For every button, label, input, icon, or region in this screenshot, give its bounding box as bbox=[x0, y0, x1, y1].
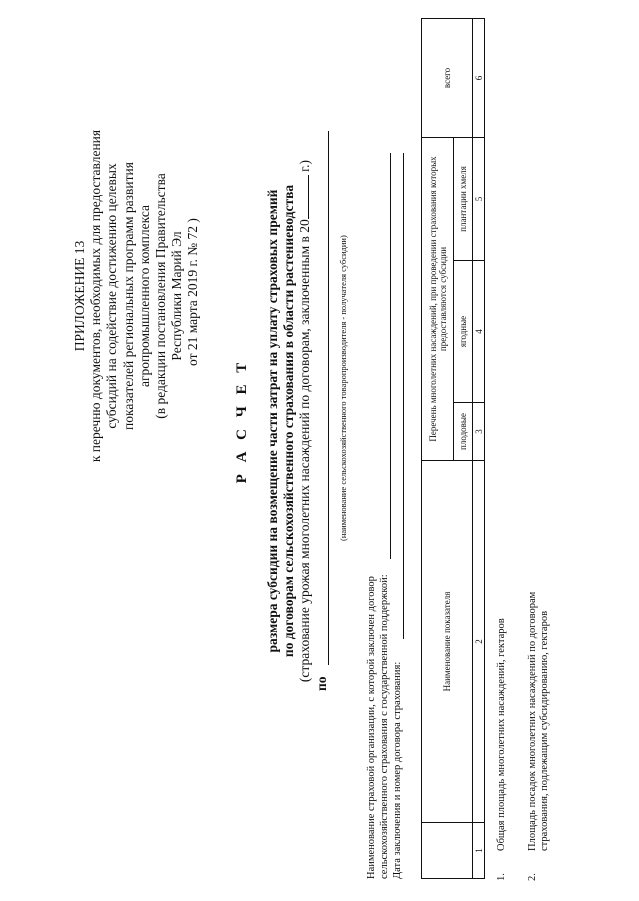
recipient-label: по bbox=[314, 676, 329, 691]
insurer-label-line1: Наименование страховой организации, с которой заключен договор bbox=[366, 576, 377, 879]
appendix-line: к перечню документов, необходимых для предоставления bbox=[88, 129, 104, 463]
insurer-label-line2: сельскохозяйственного страхования с государственной поддержкой: bbox=[379, 574, 390, 879]
header-number-cell bbox=[422, 823, 473, 879]
year-blank bbox=[296, 175, 309, 219]
row-number: 2. bbox=[526, 873, 538, 881]
appendix-line: субсидий на содействие достижению целевых bbox=[104, 163, 120, 429]
row-text: Площадь посадок многолетних насаждений по договорам bbox=[526, 591, 538, 851]
insurer-blank bbox=[390, 153, 391, 559]
document-title bbox=[234, 81, 313, 761]
appendix-number: ПРИЛОЖЕНИЕ 13 bbox=[72, 240, 87, 352]
column-number: 1 bbox=[473, 823, 485, 879]
header-indicator-name: Наименование показателя bbox=[422, 461, 473, 823]
column-number: 2 bbox=[473, 461, 485, 823]
appendix-block bbox=[72, 61, 202, 531]
appendix-line: агропромышленного комплекса bbox=[136, 205, 152, 387]
column-number: 3 bbox=[473, 403, 485, 461]
appendix-line: показателей региональных программ развития bbox=[120, 162, 136, 430]
header-total: всего bbox=[422, 18, 473, 137]
column-number: 4 bbox=[473, 261, 485, 403]
recipient-row bbox=[314, 131, 334, 691]
contract-label: Дата заключения и номер договора страхования: bbox=[392, 661, 403, 879]
title-heading: Р А С Ч Е Т bbox=[234, 358, 250, 484]
appendix-line: (в редакции постановления Правительства bbox=[153, 173, 169, 419]
row-number: 1. bbox=[496, 873, 507, 881]
subsidy-table bbox=[421, 18, 485, 879]
header-berry: ягодные bbox=[454, 261, 473, 403]
appendix-date-line: от 21 марта 2019 г. № 72 ) bbox=[185, 218, 201, 366]
indicator-row bbox=[496, 592, 509, 881]
row-text: страхования, подлежащим субсидированию, гектаров bbox=[539, 610, 550, 851]
column-number: 6 bbox=[473, 18, 485, 137]
header-fruit: плодовые bbox=[454, 403, 473, 461]
title-line: размера субсидии на возмещение части затрат на уплату страховых премий bbox=[265, 189, 280, 653]
recipient-blank bbox=[328, 131, 329, 665]
column-number: 5 bbox=[473, 137, 485, 260]
indicator-row bbox=[527, 592, 552, 881]
indicator-rows bbox=[496, 592, 552, 881]
header-plantings-group: Перечень многолетних насаждений, при проведении страхования которых предоставляются субсидии bbox=[422, 137, 454, 460]
appendix-line: Республики Марий Эл bbox=[169, 231, 185, 361]
header-hops: плантации хмеля bbox=[454, 137, 473, 260]
title-line: по договорам сельскохозяйственного страхования в области растениеводства bbox=[280, 184, 296, 658]
recipient-caption: (наименование сельскохозяйственного товаропроизводителя - получателя субсидии) bbox=[338, 235, 348, 541]
title-parenthetical: (страхование урожая многолетних насаждений по договорам, заключенным в 20 г.) bbox=[297, 159, 312, 683]
row-text: Общая площадь многолетних насаждений, гектаров bbox=[496, 618, 507, 851]
contract-blank bbox=[403, 153, 404, 639]
